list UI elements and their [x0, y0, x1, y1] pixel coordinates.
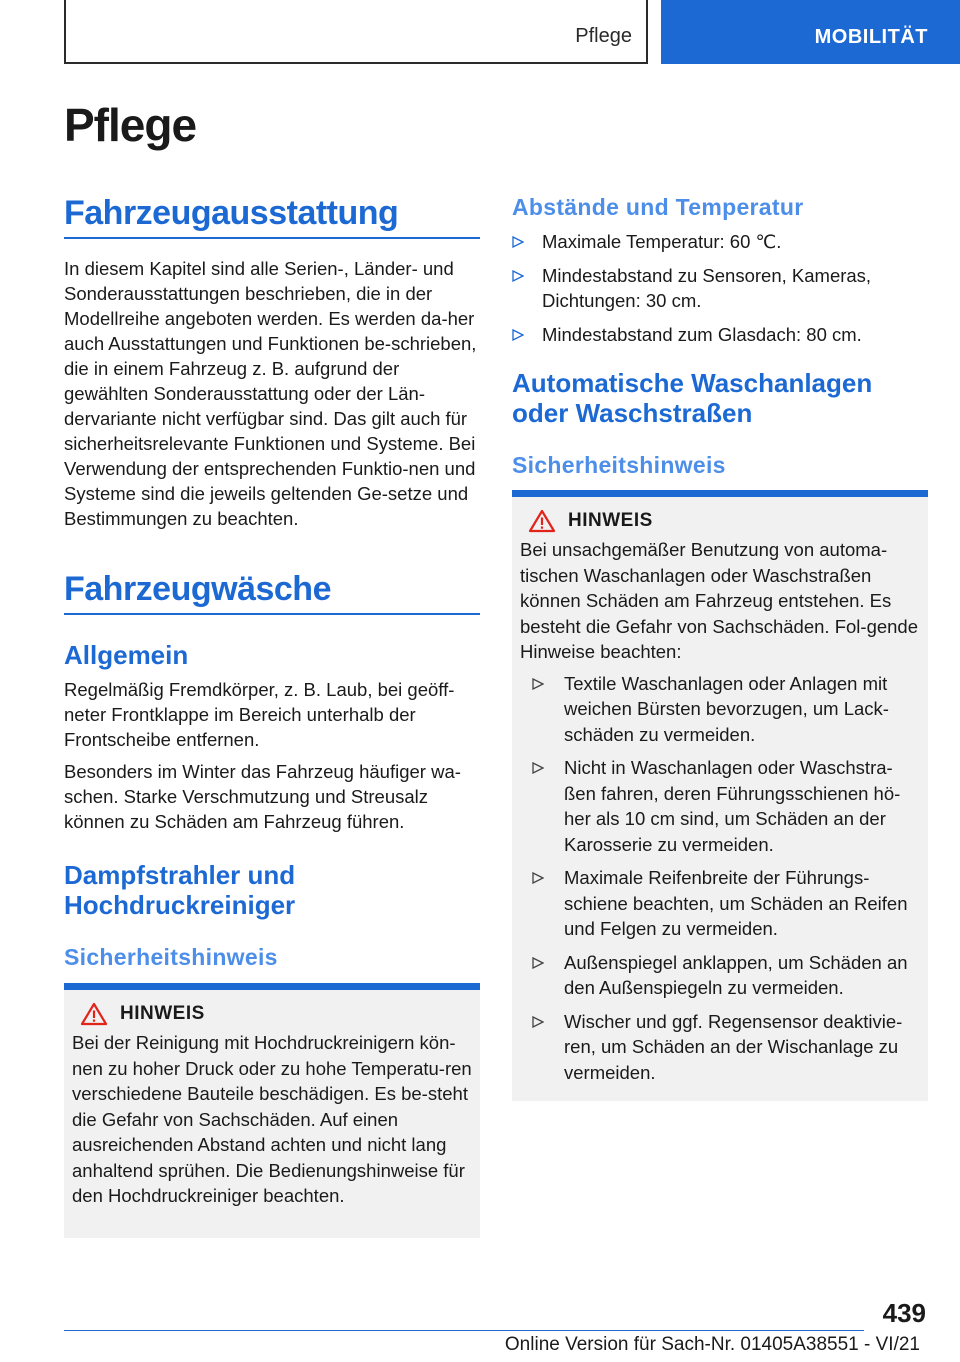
heading-sicherheitshinweis-left: Sicherheitshinweis — [64, 944, 278, 970]
bullet-triangle-icon — [532, 762, 544, 774]
page-number: 439 — [882, 1298, 926, 1328]
paragraph-allgemein-1: Regelmäßig Fremdkörper, z. B. Laub, bei geöff-neter Frontklappe im Bereich unterhalb der Frontscheibe entfernen. — [64, 679, 455, 750]
notice-box-hochdruck — [64, 983, 480, 1238]
notice-header — [72, 1002, 472, 1026]
header-section-label: Pflege — [575, 24, 632, 47]
bullet-triangle-icon — [532, 1016, 544, 1028]
warning-icon — [80, 1002, 108, 1026]
list-item: Außenspiegel anklappen, um Schäden an den Außenspiegeln zu vermeiden. — [528, 950, 920, 1001]
footer-online-version: Online Version für Sach-Nr. 01405A38551 - VI/21 — [504, 1334, 920, 1355]
heading-automatische-waschanlagen: Automatische Waschanlagen oder Waschstraßen — [512, 368, 873, 428]
notice-box-waschanlagen — [512, 490, 928, 1101]
footer-divider — [64, 1330, 864, 1331]
header-chapter-label: MOBILITÄT — [814, 25, 928, 48]
list-item: Mindestabstand zu Sensoren, Kameras, Dichtungen: 30 cm. — [512, 263, 928, 314]
heading-abstaende: Abstände und Temperatur — [512, 194, 804, 220]
bullet-triangle-icon — [512, 270, 524, 282]
list-item: Textile Waschanlagen oder Anlagen mit weichen Bürsten bevorzugen, um Lack-schäden zu vermeiden. — [528, 671, 920, 748]
heading-sicherheitshinweis-right: Sicherheitshinweis — [512, 452, 726, 478]
warning-icon — [528, 509, 556, 533]
notice-text: Bei unsachgemäßer Benutzung von automa-tischen Waschanlagen oder Waschstraßen können Schäden am Fahrzeug entstehen. Es besteht die Gefahr von Sachschäden. Fol-gende Hinweise beachten: — [520, 539, 919, 662]
bullet-triangle-icon — [512, 236, 524, 248]
bullet-triangle-icon — [512, 329, 524, 341]
bullet-triangle-icon — [532, 957, 544, 969]
list-item: Nicht in Waschanlagen oder Waschstra-ßen fahren, deren Führungsschienen hö-her als 10 cm sind, um Schäden an der Karosserie zu vermeiden. — [528, 755, 920, 857]
heading-allgemein: Allgemein — [64, 640, 189, 670]
list-item: Maximale Reifenbreite der Führungs-schiene beachten, um Schäden an Reifen und Felgen zu vermeiden. — [528, 865, 920, 942]
header-chapter-tab[interactable] — [661, 0, 960, 64]
notice-text: Bei der Reinigung mit Hochdruckreinigern kön-nen zu hoher Druck oder zu hohe Temperatu-ren verschiedene Bauteile beschädigen. Es be-steht die Gefahr von Sachschäden. Auf einen ausreichenden Abstand achten und nicht lang anhaltend sprühen. Die Bedienungshinweise für den Hochdruckreiniger beachten. — [72, 1032, 472, 1206]
list-item: Wischer und ggf. Regensensor deaktivie-ren, um Schäden an der Wischanlage zu vermeiden. — [528, 1009, 920, 1086]
notice-title: HINWEIS — [568, 510, 653, 531]
paragraph-ausstattung: In diesem Kapitel sind alle Serien-, Länder- und Sonderausstattungen beschrieben, die in der Modellreihe angeboten werden. Es werden da-her auch Ausstattungen und Funktionen be-schrieben, die in einem Fahrzeug z. B. aufgrund der gewählten Sonderausstattung oder der Län-dervariante nicht verfügbar sind. Das gilt auch für sicherheitsrelevante Funktionen und Systeme. Bei Verwendung der entsprechenden Funktio-nen und Systeme sind die jeweils geltenden Ge-setze und Bestimmungen zu beachten. — [64, 258, 477, 529]
list-item: Maximale Temperatur: 60 ℃. — [512, 229, 928, 255]
notice-title: HINWEIS — [120, 1003, 205, 1024]
notice-header — [520, 509, 920, 533]
bullet-triangle-icon — [532, 678, 544, 690]
notice-list — [520, 671, 920, 1086]
heading-dampfstrahler: Dampfstrahler und Hochdruckreiniger — [64, 860, 296, 920]
heading-fahrzeugausstattung: Fahrzeugausstattung — [64, 194, 480, 239]
bullet-triangle-icon — [532, 872, 544, 884]
list-abstaende — [512, 229, 928, 355]
header-section — [64, 0, 648, 64]
list-item: Mindestabstand zum Glasdach: 80 cm. — [512, 322, 928, 348]
paragraph-allgemein-2: Besonders im Winter das Fahrzeug häufiger wa-schen. Starke Verschmutzung und Streusalz können zu Schäden am Fahrzeug führen. — [64, 761, 461, 832]
heading-fahrzeugwaesche: Fahrzeugwäsche — [64, 570, 480, 615]
page-title: Pflege — [64, 99, 197, 151]
